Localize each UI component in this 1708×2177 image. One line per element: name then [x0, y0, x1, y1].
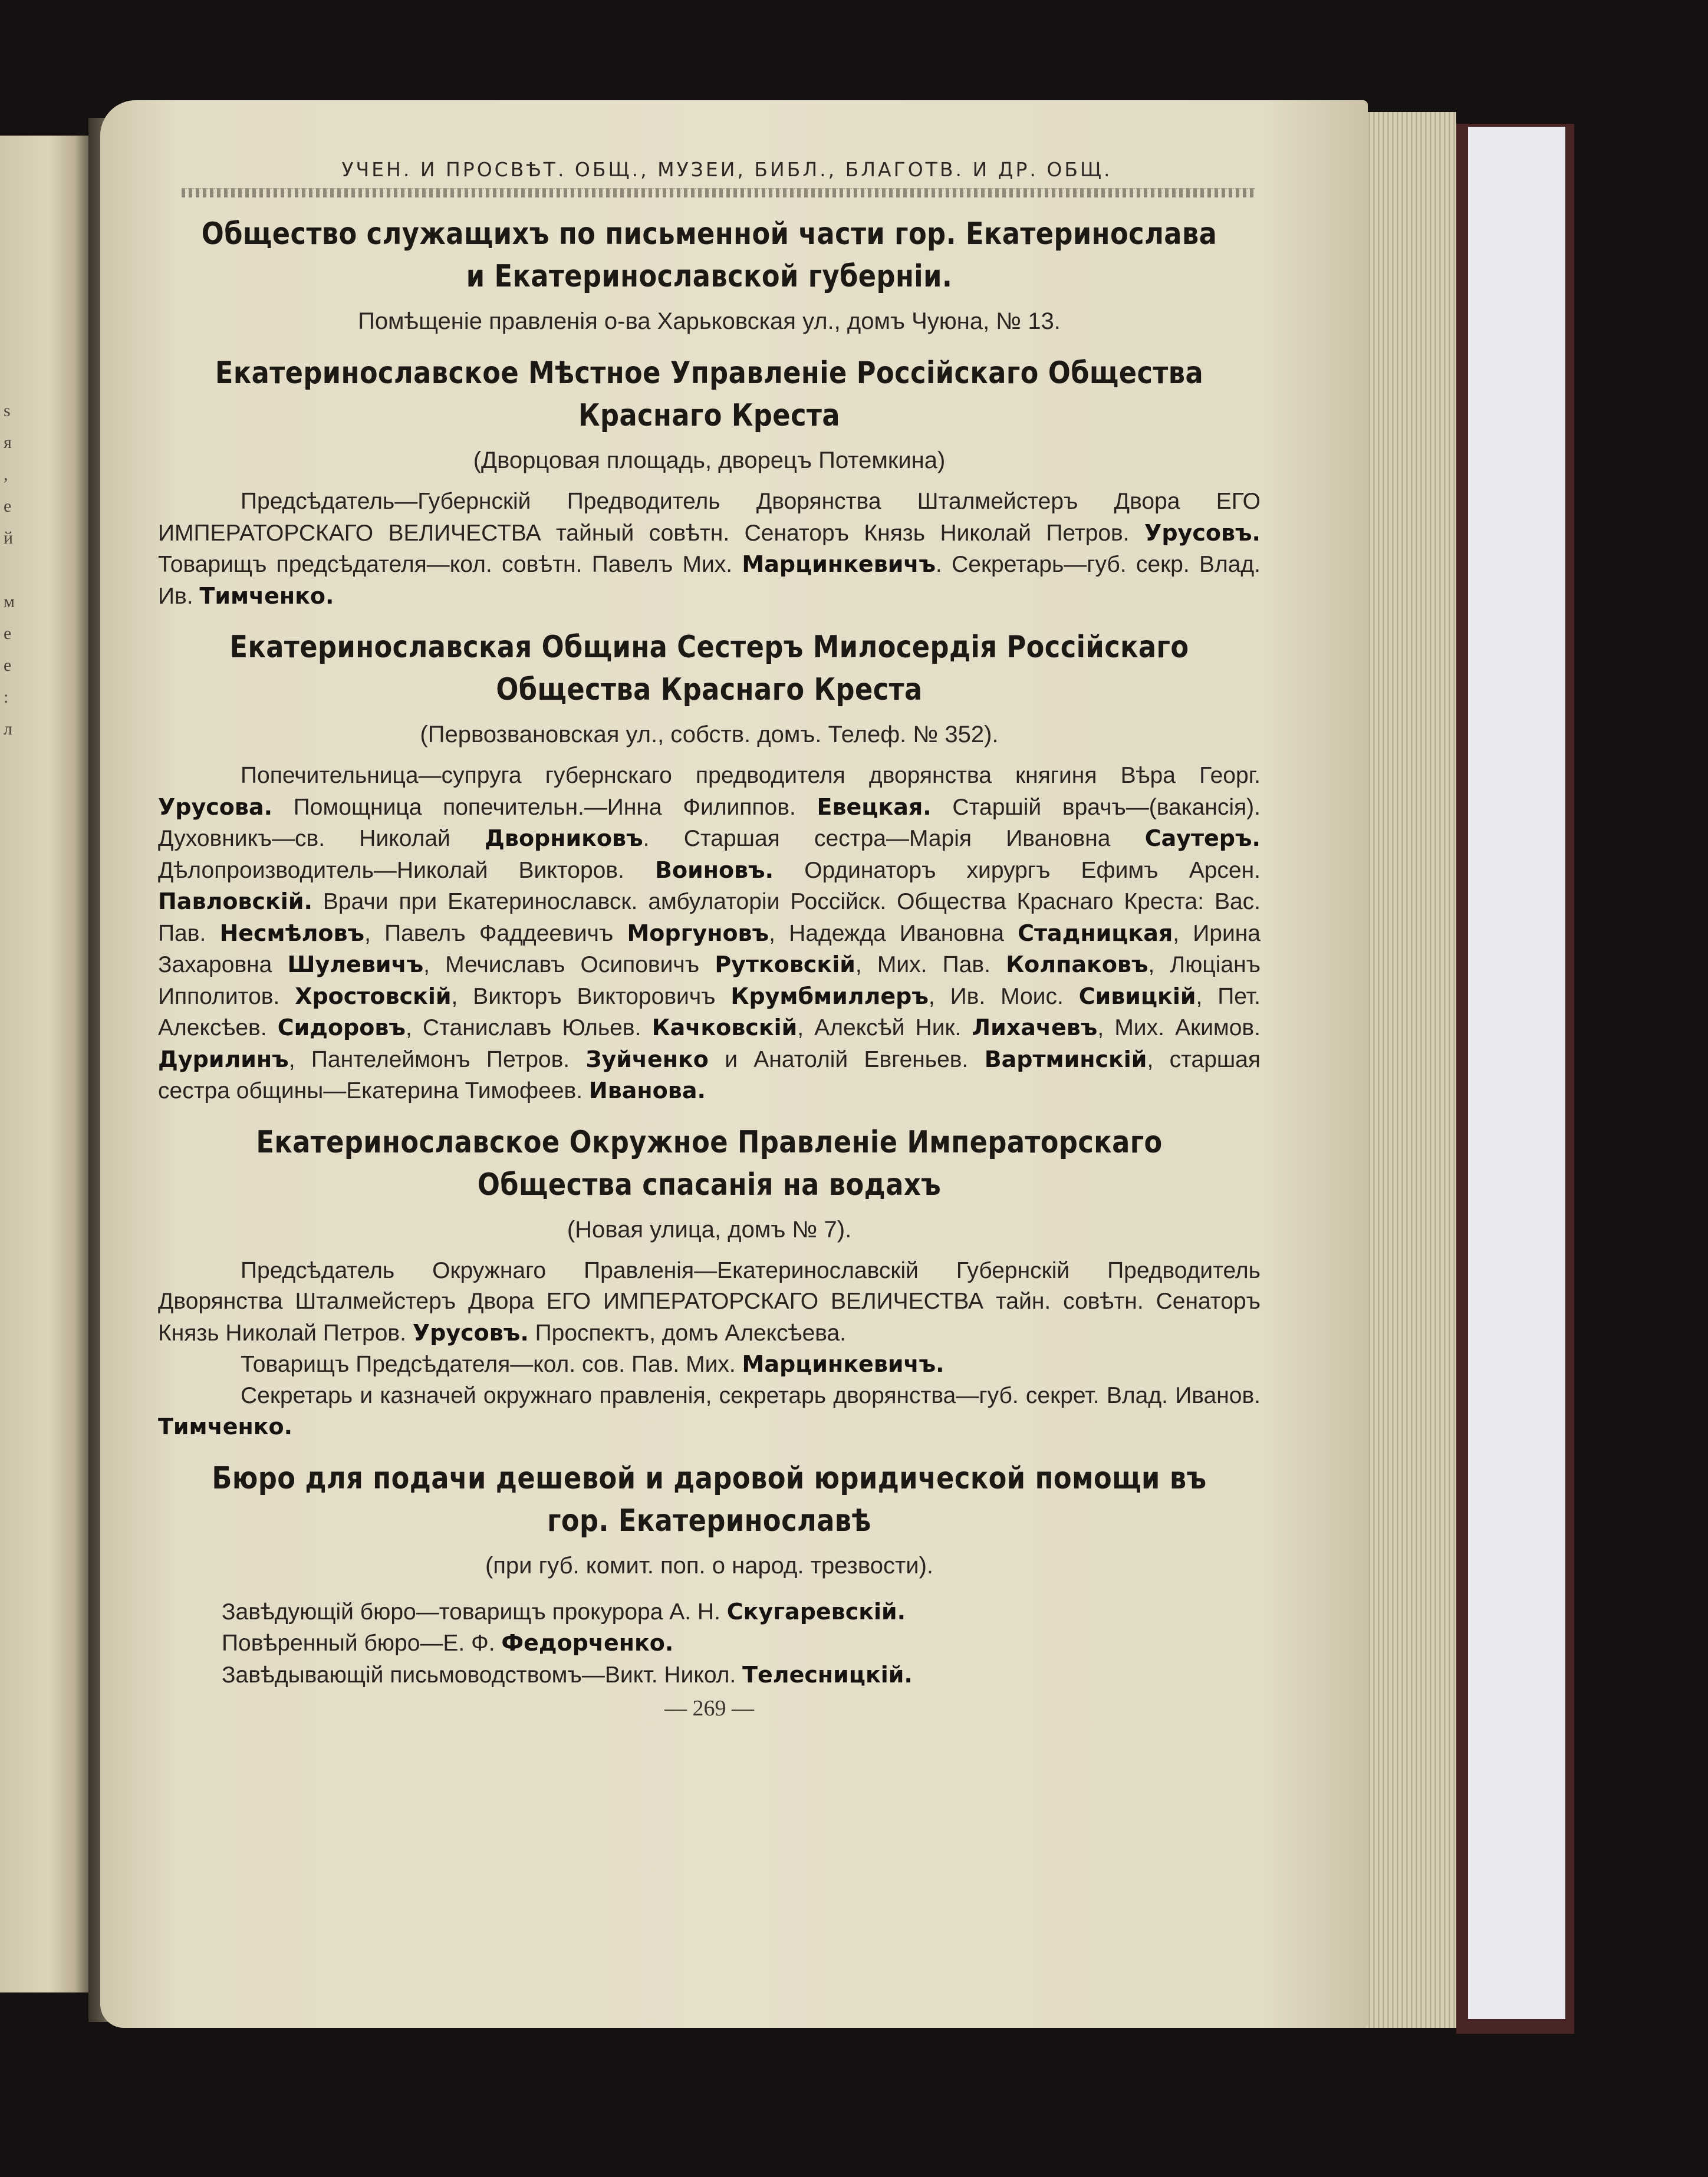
bureau-line	[158, 1659, 1261, 1691]
text-run: , Ирина Захаровна	[158, 920, 1261, 977]
name-bold: Дворниковъ	[485, 825, 643, 851]
text-run: Повѣренный бюро—Е. Ф.	[222, 1631, 502, 1656]
previous-page-edge	[0, 136, 88, 1992]
edge-letter: е	[4, 624, 12, 643]
text-run: , Мих. Пав.	[855, 952, 1006, 977]
text-run: , Пантелеймонъ Петров.	[288, 1046, 586, 1072]
section-title-line: Общество служащихъ по письменной части гор. Екатеринослава	[201, 216, 1217, 252]
name-bold: Скугаревскій.	[726, 1598, 906, 1625]
edge-letter: е	[4, 656, 12, 675]
name-bold: Иванова.	[588, 1078, 706, 1104]
text-run: , Павелъ Фаддеевичъ	[364, 920, 627, 946]
name-bold: Лихачевъ	[972, 1015, 1098, 1040]
name-bold: Тимченко.	[158, 1414, 293, 1440]
section-address: Помѣщеніе правленія о-ва Харьковская ул., домъ Чуюна, № 13.	[358, 308, 1061, 334]
name-bold: Воиновъ.	[655, 857, 774, 883]
edge-letter: л	[4, 719, 12, 739]
name-bold: Федорченко.	[501, 1630, 674, 1656]
text-run: Секретарь и казначей окружнаго правленія, секретарь дворянства—губ. секрет. Влад. Иванов.	[241, 1382, 1261, 1408]
name-bold: Зуйченко	[585, 1046, 709, 1072]
text-run: , Ив. Моис.	[928, 983, 1079, 1009]
name-bold: Сивицкій	[1078, 983, 1196, 1009]
text-run: Ординаторъ хирургъ Ефимъ Арсен.	[774, 857, 1261, 883]
text-run: Завѣдующій бюро—товарищъ прокурора А. Н.	[222, 1599, 727, 1625]
section-title	[175, 1121, 1245, 1206]
text-run: , Люціанъ Ипполитов.	[158, 952, 1261, 1009]
section-address: (Первозвановская ул., собств. домъ. Телеф. № 352).	[420, 722, 999, 747]
section-title-line: Бюро для подачи дешевой и даровой юридической помощи въ	[212, 1460, 1207, 1496]
text-run: . Старшая сестра—Марія Ивановна	[643, 826, 1145, 851]
section-title	[175, 352, 1245, 437]
section-title-line: и Екатеринославской губерніи.	[466, 259, 953, 294]
name-bold: Марцинкевичъ.	[742, 1351, 944, 1377]
name-bold: Стадницкая	[1018, 920, 1173, 946]
section-body	[158, 1256, 1261, 1443]
section-address: (Дворцовая площадь, дворецъ Потемкина)	[473, 447, 946, 473]
paragraph	[158, 1381, 1261, 1443]
text-run: Старшій врачъ—(вакансія). Духовникъ—св. Николай	[158, 794, 1261, 851]
page-number: — 269 —	[664, 1696, 754, 1721]
text-run: , Алексѣй Ник.	[797, 1015, 972, 1040]
name-bold: Шулевичъ	[287, 951, 424, 977]
text-run: , Викторъ Викторовичъ	[451, 983, 731, 1009]
edge-letter: е	[4, 496, 12, 516]
name-bold: Дурилинъ	[158, 1046, 289, 1072]
name-bold: Рутковскій	[715, 951, 855, 977]
paragraph	[158, 486, 1261, 612]
section-title-line: Екатеринославское Мѣстное Управленіе Россійскаго Общества	[215, 355, 1204, 391]
previous-page-letters	[4, 395, 18, 745]
name-bold: Телесницкій.	[742, 1661, 913, 1688]
edge-letter	[4, 554, 18, 586]
section-title	[175, 626, 1245, 711]
section-title-line: Краснаго Креста	[578, 398, 840, 433]
name-bold: Саутеръ.	[1144, 825, 1261, 851]
edge-letter: s	[4, 401, 11, 420]
bureau-staff-list	[158, 1596, 1261, 1691]
section-address: (при губ. комит. поп. о народ. трезвости).	[485, 1552, 934, 1579]
paragraph	[158, 1349, 1261, 1381]
organization-section	[158, 1457, 1261, 1582]
edge-letter: м	[4, 592, 15, 611]
name-bold: Несмѣловъ	[219, 920, 365, 946]
name-bold: Крумбмиллеръ	[730, 983, 929, 1009]
paragraph	[158, 1256, 1261, 1349]
section-address: (Новая улица, домъ № 7).	[567, 1216, 852, 1243]
name-bold: Урусовъ.	[412, 1319, 529, 1346]
section-title-line: гор. Екатеринославѣ	[547, 1503, 871, 1539]
paragraph	[158, 760, 1261, 1107]
edge-letter: й	[4, 528, 14, 548]
edge-letter: :	[4, 687, 9, 707]
text-run: , Мих. Акимов.	[1097, 1015, 1261, 1040]
text-run: Врачи при Екатеринославск. амбулаторіи Россійск. Общества Краснаго Креста: Вас. Пав.	[158, 889, 1261, 946]
page-stack-edge	[1356, 112, 1456, 2028]
text-run: Предсѣдатель—Губернскій Предводитель Дворянства Шталмейстеръ Двора ЕГО ИМПЕРАТОРСКАГО ВЕЛИЧЕСТВА тайный совѣтн. Сенаторъ Князь Николай Петров.	[158, 489, 1261, 546]
edge-letter: я	[4, 433, 12, 452]
text-run: Товарищъ предсѣдателя—кол. совѣтн. Павелъ Мих.	[158, 552, 742, 577]
name-bold: Хростовскій	[295, 983, 452, 1009]
section-body	[158, 486, 1261, 612]
edge-letter: ,	[4, 465, 8, 484]
text-run: Завѣдывающій письмоводствомъ—Викт. Никол.	[222, 1662, 743, 1688]
text-run: Помощница попечительн.—Инна Филиппов.	[272, 794, 817, 820]
section-title	[175, 213, 1245, 298]
section-title-line: Екатеринославское Окружное Правленіе Императорскаго	[256, 1124, 1163, 1160]
page-content	[158, 158, 1261, 1721]
text-run: , Пет. Алексѣев.	[158, 983, 1261, 1040]
name-bold: Павловскій.	[158, 888, 312, 914]
text-run: и Анатолій Евгеньев.	[708, 1046, 985, 1072]
text-run: , Надежда Ивановна	[769, 920, 1018, 946]
header-rule	[182, 188, 1255, 197]
name-bold: Марцинкевичъ	[742, 551, 936, 577]
section-title-line: Екатеринославская Община Сестеръ Милосердія Россійскаго	[229, 630, 1189, 665]
organization-section	[158, 352, 1261, 612]
text-run: , Мечиславъ Осиповичъ	[423, 952, 715, 977]
text-run: , Станиславъ Юльев.	[405, 1015, 652, 1040]
section-title-line: Общества спасанія на водахъ	[477, 1167, 942, 1203]
sections	[158, 213, 1261, 1582]
text-run: . Секретарь—губ. секр. Влад. Ив.	[158, 552, 1261, 609]
text-run: Дѣлопроизводитель—Николай Викторов.	[158, 857, 655, 883]
name-bold: Колпаковъ	[1006, 951, 1148, 977]
name-bold: Моргуновъ	[627, 920, 769, 946]
name-bold: Урусова.	[158, 793, 273, 820]
name-bold: Качковскій	[651, 1015, 798, 1040]
section-title	[175, 1457, 1245, 1542]
organization-section	[158, 626, 1261, 1107]
text-run: Попечительница—супруга губернскаго предводителя дворянства княгиня Вѣра Георг.	[241, 763, 1261, 788]
endpaper	[1468, 127, 1565, 2019]
organization-section	[158, 1121, 1261, 1443]
text-run: , старшая сестра общины—Екатерина Тимофеев.	[158, 1046, 1261, 1104]
name-bold: Сидоровъ	[277, 1015, 406, 1040]
section-body	[158, 760, 1261, 1107]
section-title-line: Общества Краснаго Креста	[496, 672, 923, 707]
name-bold: Тимченко.	[199, 582, 334, 609]
name-bold: Вартминскій	[984, 1046, 1147, 1072]
bureau-line	[158, 1628, 1261, 1659]
bureau-line	[158, 1596, 1261, 1628]
running-head: УЧЕН. И ПРОСВѢТ. ОБЩ., МУЗЕИ, БИБЛ., БЛАГОТВ. И ДР. ОБЩ.	[341, 158, 1113, 181]
name-bold: Евецкая.	[817, 793, 932, 820]
text-run: Проспектъ, домъ Алексѣева.	[528, 1320, 847, 1346]
name-bold: Урусовъ.	[1144, 519, 1261, 546]
text-run: Товарищъ Предсѣдателя—кол. сов. Пав. Мих.	[241, 1352, 742, 1377]
text-run: Предсѣдатель Окружнаго Правленія—Екатеринославскій Губернскій Предводитель Дворянства Шталмейстеръ Двора ЕГО ИМПЕРАТОРСКАГО ВЕЛИЧЕСТВА тайн. совѣтн. Сенаторъ Князь Николай Петров.	[158, 1257, 1261, 1346]
organization-section	[158, 213, 1261, 338]
